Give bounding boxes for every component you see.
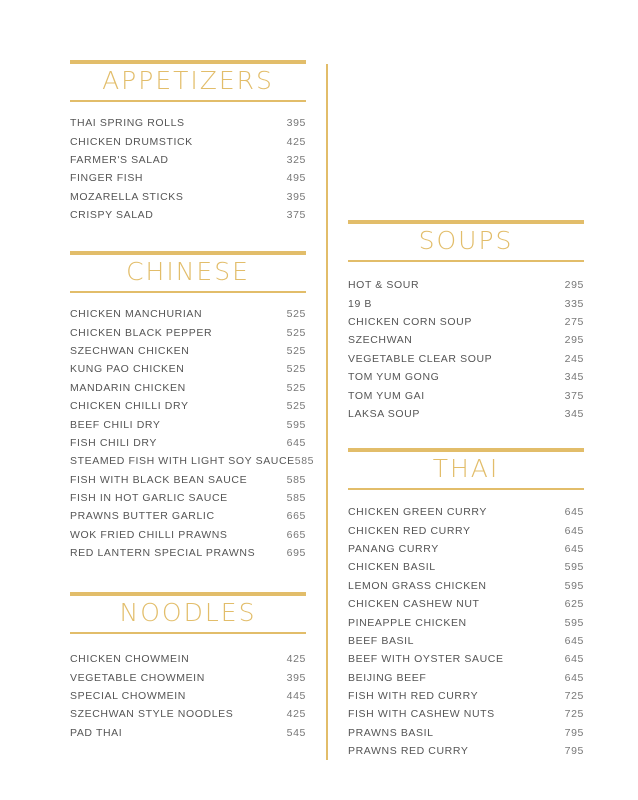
menu-item-price: 795 (564, 745, 584, 758)
menu-item-price: 595 (564, 579, 584, 592)
menu-item-price: 295 (564, 334, 584, 347)
menu-item-name: SZECHWAN (348, 334, 413, 347)
menu-item (70, 526, 306, 544)
menu-item-price: 295 (564, 279, 584, 292)
menu-item-name: CHICKEN BASIL (348, 561, 436, 574)
noodles-top-rule (70, 592, 306, 596)
menu-item (348, 503, 584, 521)
menu-item-price: 645 (564, 653, 584, 666)
menu-item-price: 335 (564, 297, 584, 310)
thai-list (348, 503, 584, 760)
menu-item-price: 585 (294, 455, 315, 468)
menu-item-price: 245 (564, 352, 584, 365)
menu-item (348, 650, 584, 668)
menu-item-name: FINGER FISH (70, 172, 144, 185)
menu-item-name: CHICKEN MANCHURIAN (70, 308, 203, 321)
menu-item-price: 645 (564, 542, 584, 555)
menu-item (348, 724, 584, 742)
menu-item-name: PAD THAI (70, 726, 123, 739)
menu-item (348, 558, 584, 576)
menu-item-price: 375 (564, 389, 584, 402)
menu-item-price: 595 (564, 616, 584, 629)
menu-item-name: FISH IN HOT GARLIC SAUCE (70, 492, 228, 505)
menu-item-price: 425 (286, 135, 306, 148)
menu-item (348, 313, 584, 331)
menu-item (70, 668, 306, 686)
menu-item-price: 325 (286, 153, 306, 166)
menu-item-name: CHICKEN CHOWMEIN (70, 653, 190, 666)
menu-item (348, 595, 584, 613)
menu-item (70, 151, 306, 169)
menu-item-price: 525 (286, 381, 306, 394)
menu-item-name: 19 B (348, 297, 372, 310)
menu-item (70, 434, 306, 452)
menu-item-name: SZECHWAN CHICKEN (70, 344, 190, 357)
menu-item-name: WOK FRIED CHILLI PRAWNS (70, 528, 228, 541)
menu-item-name: FISH CHILI DRY (70, 436, 157, 449)
menu-item-name: CHICKEN CORN SOUP (348, 315, 472, 328)
noodles-bottom-rule (70, 632, 306, 634)
menu-item-name: PRAWNS BUTTER GARLIC (70, 510, 215, 523)
menu-item-name: CHICKEN CASHEW NUT (348, 598, 480, 611)
menu-item (70, 188, 306, 206)
menu-item-name: CHICKEN RED CURRY (348, 524, 471, 537)
thai-title: THAI (432, 454, 500, 483)
noodles-list (70, 650, 306, 742)
menu-item (348, 687, 584, 705)
menu-item (70, 452, 315, 470)
menu-item-price: 425 (286, 653, 306, 666)
menu-item-price: 345 (564, 371, 584, 384)
menu-item (70, 206, 306, 224)
menu-item-price: 725 (564, 708, 584, 721)
menu-item-name: BEEF BASIL (348, 634, 415, 647)
menu-item-price: 595 (286, 418, 306, 431)
appetizers-header (70, 60, 306, 102)
menu-item (348, 613, 584, 631)
menu-item-name: LAKSA SOUP (348, 407, 420, 420)
noodles-section (70, 592, 306, 739)
menu-item-price: 645 (564, 524, 584, 537)
menu-item (70, 724, 306, 742)
menu-item-price: 625 (564, 598, 584, 611)
menu-item (70, 379, 306, 397)
column-divider (326, 64, 328, 760)
menu-item-name: RED LANTERN SPECIAL PRAWNS (70, 547, 256, 560)
menu-item (70, 705, 306, 723)
menu-item (70, 305, 306, 323)
menu-item-name: KUNG PAO CHICKEN (70, 363, 185, 376)
noodles-header (70, 592, 306, 634)
thai-section (348, 448, 584, 758)
menu-item-price: 425 (286, 708, 306, 721)
menu-item-name: HOT & SOUR (348, 279, 420, 292)
menu-item (348, 331, 584, 349)
menu-item (348, 405, 584, 423)
menu-item-name: SZECHWAN STYLE NOODLES (70, 708, 234, 721)
menu-item-price: 275 (564, 315, 584, 328)
menu-item-price: 395 (286, 190, 306, 203)
appetizers-list (70, 114, 306, 224)
menu-item-name: CHICKEN BLACK PEPPER (70, 326, 213, 339)
soups-section (348, 220, 584, 420)
menu-item (70, 114, 306, 132)
menu-item-name: CHICKEN CHILLI DRY (70, 400, 189, 413)
menu-item-name: VEGETABLE CHOWMEIN (70, 671, 205, 684)
menu-item-name: LEMON GRASS CHICKEN (348, 579, 487, 592)
menu-item-price: 695 (286, 547, 306, 560)
menu-item-name: BEEF CHILI DRY (70, 418, 161, 431)
menu-item-price: 725 (564, 690, 584, 703)
menu-item-price: 665 (286, 510, 306, 523)
menu-item-price: 795 (564, 726, 584, 739)
menu-item (70, 544, 306, 562)
menu-item (348, 577, 584, 595)
menu-item-name: THAI SPRING ROLLS (70, 117, 185, 130)
thai-header (348, 448, 584, 490)
menu-item-name: TOM YUM GAI (348, 389, 425, 402)
menu-item (348, 386, 584, 404)
menu-item (348, 294, 584, 312)
thai-top-rule (348, 448, 584, 452)
appetizers-title: APPETIZERS (102, 66, 274, 95)
menu-item (70, 323, 306, 341)
soups-top-rule (348, 220, 584, 224)
menu-item-price: 525 (286, 400, 306, 413)
menu-item-price: 345 (564, 407, 584, 420)
menu-item (348, 350, 584, 368)
menu-item-name: PRAWNS BASIL (348, 726, 434, 739)
appetizers-section (70, 60, 306, 222)
menu-item-price: 595 (564, 561, 584, 574)
menu-item-name: FISH WITH RED CURRY (348, 690, 479, 703)
menu-item (70, 687, 306, 705)
menu-item (70, 489, 306, 507)
menu-item-price: 525 (286, 344, 306, 357)
menu-item-name: FARMER'S SALAD (70, 153, 169, 166)
soups-list (348, 276, 584, 423)
menu-item-price: 545 (286, 726, 306, 739)
menu-item-price: 645 (564, 506, 584, 519)
menu-item (348, 632, 584, 650)
menu-item-name: CHICKEN GREEN CURRY (348, 506, 487, 519)
menu-item-name: STEAMED FISH WITH LIGHT SOY SAUCE (70, 455, 295, 468)
menu-item (348, 521, 584, 539)
menu-item (348, 540, 584, 558)
menu-item-price: 525 (286, 363, 306, 376)
noodles-title: NOODLES (119, 598, 257, 627)
menu-item (70, 507, 306, 525)
soups-title: SOUPS (418, 226, 514, 255)
menu-item (348, 669, 584, 687)
chinese-section (70, 251, 315, 560)
menu-item-name: BEEF WITH OYSTER SAUCE (348, 653, 504, 666)
menu-item (348, 368, 584, 386)
menu-item (70, 360, 306, 378)
menu-item (70, 342, 306, 360)
menu-item-price: 645 (564, 634, 584, 647)
chinese-bottom-rule (70, 291, 306, 293)
menu-item-name: BEIJING BEEF (348, 671, 427, 684)
menu-item (348, 276, 584, 294)
menu-item-price: 585 (286, 492, 306, 505)
menu-item-price: 395 (286, 117, 306, 130)
menu-item-price: 445 (286, 689, 306, 702)
chinese-title: CHINESE (126, 257, 250, 286)
menu-item-name: MANDARIN CHICKEN (70, 381, 186, 394)
menu-item (348, 742, 584, 760)
menu-item-name: VEGETABLE CLEAR SOUP (348, 352, 493, 365)
menu-item-name: PRAWNS RED CURRY (348, 745, 469, 758)
menu-item-name: CHICKEN DRUMSTICK (70, 135, 193, 148)
appetizers-bottom-rule (70, 100, 306, 102)
menu-item (70, 650, 306, 668)
menu-item-price: 645 (564, 671, 584, 684)
menu-item-name: FISH WITH CASHEW NUTS (348, 708, 495, 721)
menu-item (70, 132, 306, 150)
menu-item-name: CRISPY SALAD (70, 209, 154, 222)
menu-item-price: 525 (286, 308, 306, 321)
menu-item-price: 375 (286, 209, 306, 222)
menu-item-name: TOM YUM GONG (348, 371, 440, 384)
menu-item (70, 397, 306, 415)
menu-item-price: 525 (286, 326, 306, 339)
menu-item-price: 585 (286, 473, 306, 486)
menu-item (348, 705, 584, 723)
thai-bottom-rule (348, 488, 584, 490)
menu-item-price: 645 (286, 436, 306, 449)
menu-item-price: 495 (286, 172, 306, 185)
menu-item-price: 665 (286, 528, 306, 541)
menu-item-price: 395 (286, 671, 306, 684)
menu-item-name: SPECIAL CHOWMEIN (70, 689, 186, 702)
soups-header (348, 220, 584, 262)
chinese-header (70, 251, 306, 293)
chinese-list (70, 305, 315, 562)
menu-item-name: FISH WITH BLACK BEAN SAUCE (70, 473, 248, 486)
chinese-top-rule (70, 251, 306, 255)
menu-item (70, 415, 306, 433)
menu-item-name: PANANG CURRY (348, 542, 439, 555)
menu-item-name: MOZARELLA STICKS (70, 190, 184, 203)
appetizers-top-rule (70, 60, 306, 64)
menu-item (70, 169, 306, 187)
soups-bottom-rule (348, 260, 584, 262)
menu-item-name: PINEAPPLE CHICKEN (348, 616, 467, 629)
menu-item (70, 471, 306, 489)
